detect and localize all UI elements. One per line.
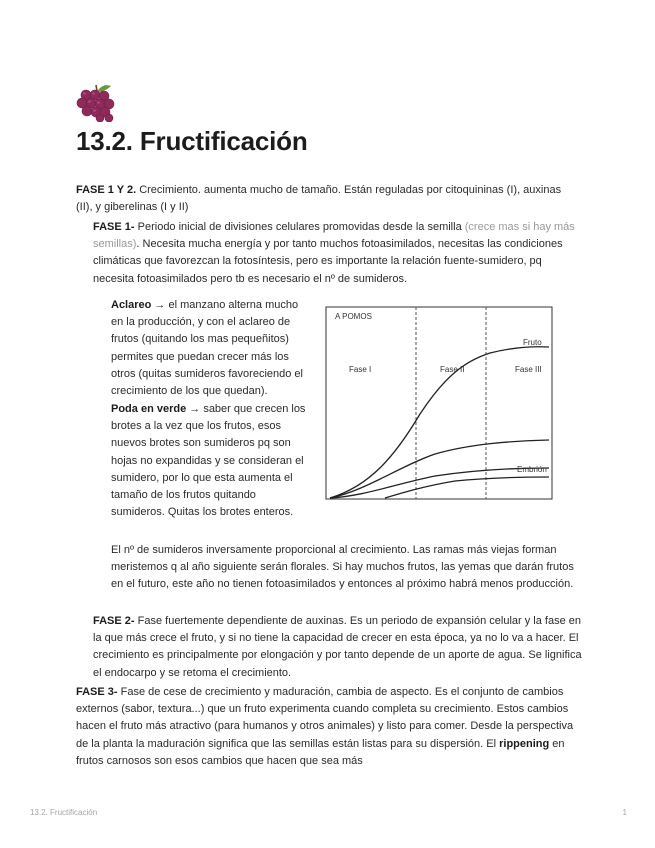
fase-1-2-label: FASE 1 Y 2. — [76, 184, 137, 196]
footer-title: 13.2. Fructificación — [30, 808, 98, 817]
phase-3-label: Fase III — [515, 365, 542, 374]
aclareo-text: → el manzano alterna mucho en la producción, y con el aclareo de frutos (quitando los mas pequeñitos) permites que puedan crecer más los otros (quitas sumideros favoreciendo el crecimiento de los que quedan). — [111, 299, 303, 398]
fase-3-paragraph — [76, 684, 580, 770]
fase-2-paragraph — [93, 613, 583, 682]
fase-1-paragraph — [93, 219, 577, 288]
phase-1-label: Fase I — [349, 365, 372, 374]
page-number: 1 — [622, 808, 627, 817]
fruit-curve-label: Fruto — [523, 338, 542, 347]
grapes-icon — [76, 82, 118, 122]
fase-1-label: FASE 1- — [93, 221, 135, 233]
fase-3-label: FASE 3- — [76, 686, 118, 698]
fase-3-text-a: Fase de cese de crecimiento y maduración, cambia de aspecto. Es el conjunto de cambios externos (sabor, textura...) que un fruto experimenta cuando completa su crecimiento. Estos cambios hacen el fruto más atractivo (para humanos y otros animales) y listo para comer. Desde la perspectiva de la planta la maduración significa que las semillas están listas para su dispersión. El — [76, 686, 574, 750]
fase-1-note: (crece mas si hay más semillas) — [93, 221, 575, 251]
rippening-term: rippening — [499, 737, 550, 750]
page-title: 13.2. Fructificación — [76, 126, 308, 156]
sumideros-paragraph: El nº de sumideros inversamente proporcional al crecimiento. Las ramas más viejas forman meristemos q al año siguiente serán florales. Si hay muchos frutos, las yemas que darán frutos en el futuro, este año no tienen fotoasimilados y entonces al próximo habrá menos producción. — [111, 544, 574, 591]
fase-1-text-a: Periodo inicial de divisiones celulares promovidas desde la semilla — [134, 221, 465, 233]
figure-header: A POMOS — [335, 312, 372, 321]
embryo-curve-label: Embrión — [517, 465, 547, 474]
poda-text: → saber que crecen los brotes a la vez que los frutos, esos nuevos brotes son sumideros pq son hojas no expandidas y se consideran el sumidero, por lo que esta aumenta el tamaño de los frutos quitando sumideros. Quitas los brotes enteros. — [111, 403, 306, 519]
fase-1-2-paragraph — [76, 182, 576, 216]
fase-1-text-b: . Necesita mucha energía y por tanto muchos fotoasimilados, necesitas las condiciones climáticas que favorezcan la fotosíntesis, pero es importante la relación fuente-sumidero, pq necesita fotoasimilados pero tb es necesario el nº de sumideros. — [93, 238, 563, 285]
embryo-curve — [385, 477, 549, 498]
poda-paragraph — [111, 401, 309, 521]
fase-2-text: Fase fuertemente dependiente de auxinas. Es un periodo de expansión celular y la fase en la que más crece el fruto, y si no tiene la capacidad de crecer en esta época, ya no lo va a hacer. El crecimiento es principalmente por elongación y por tanto depende de un aporte de agua. Se lignifica el endocarpo y se retoma el crecimiento. — [93, 615, 582, 679]
growth-curve-figure — [325, 306, 553, 500]
aclareo-label: Aclareo — [111, 299, 152, 311]
fase-1-2-text: Crecimiento. aumenta mucho de tamaño. Están reguladas por citoquininas (I), auxinas (II), y giberelinas (I y II) — [76, 184, 562, 214]
fase-2-label: FASE 2- — [93, 615, 135, 627]
poda-label: Poda en verde — [111, 403, 187, 415]
fase-3-text-b: en frutos carnosos son esos cambios que hacen que sea más — [76, 737, 565, 767]
phase-2-label: Fase II — [440, 365, 465, 374]
aclareo-paragraph — [111, 297, 309, 400]
